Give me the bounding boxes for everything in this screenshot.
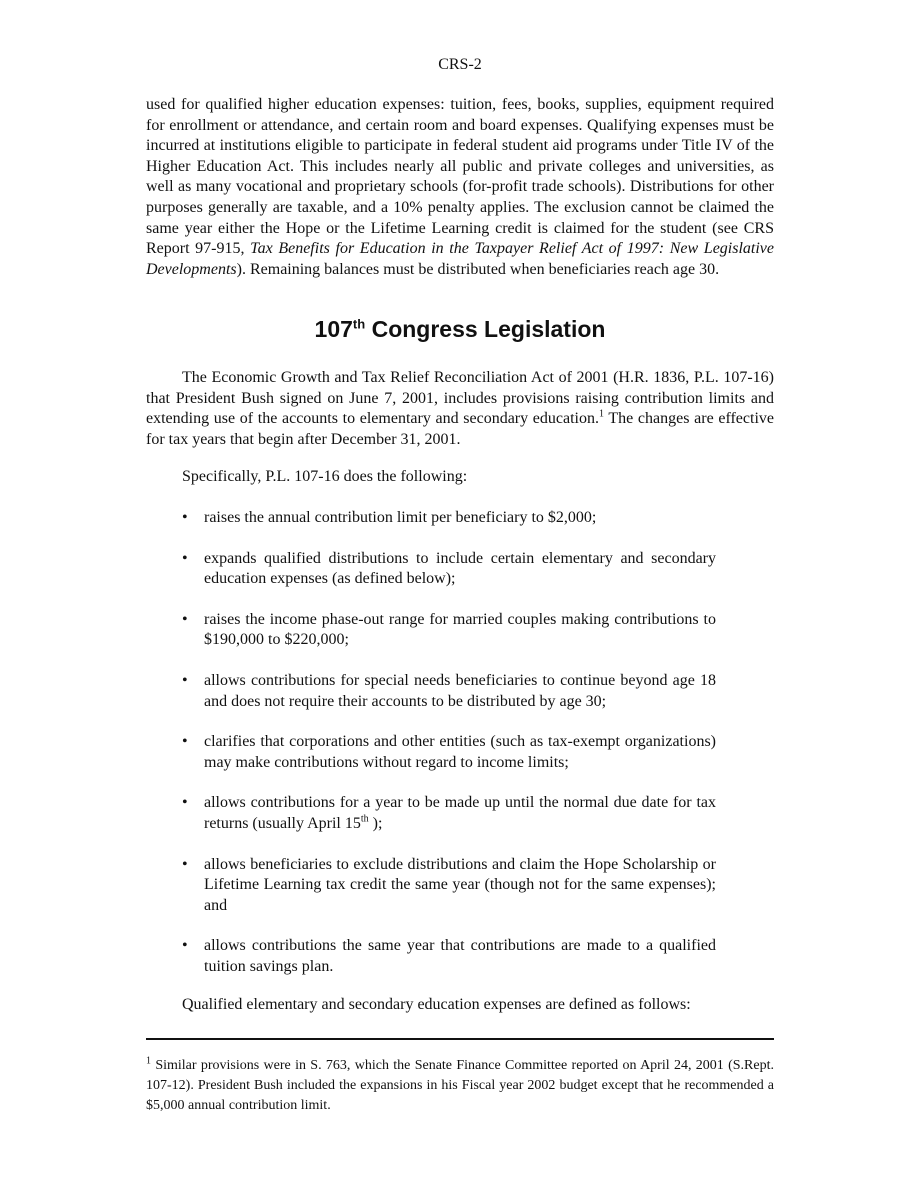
bullet-icon: •	[182, 610, 188, 628]
para2-text-a: The Economic Growth and Tax Relief Reconciliation Act of 2001 (H.R. 1836, P.L. 107-16) that President Bush signed on June 7, 2001, includes provisions raising contribution limits and extending use of the accounts to elementary and secondary education.	[146, 369, 774, 428]
footnote	[146, 1056, 774, 1116]
page-number: CRS-2	[438, 56, 482, 73]
intro-text-b: ). Remaining balances must be distributed when beneficiaries reach age 30.	[236, 260, 720, 278]
list-item-text: allows beneficiaries to exclude distributions and claim the Hope Scholarship or Lifetime Learning tax credit the same year (though not for the same expenses); and	[204, 855, 716, 914]
bullet-icon: •	[182, 733, 188, 751]
list-item	[182, 508, 716, 529]
section-suffix: th	[352, 316, 366, 332]
report-title: Tax Benefits for Education in the Taxpayer Relief Act of 1997: New Legislative Developments	[146, 240, 775, 278]
list-item	[182, 671, 716, 712]
list-item	[182, 732, 716, 773]
bullet-icon: •	[182, 509, 188, 526]
list-item-text: expands qualified distributions to include certain elementary and secondary education expenses (as defined below);	[204, 549, 716, 588]
bullet-icon: •	[182, 937, 188, 955]
section-title: Congress Legislation	[365, 316, 606, 342]
list-item	[182, 936, 716, 977]
bullet-icon: •	[182, 549, 188, 567]
para2-text-b: The changes are effective for tax years that begin after December 31, 2001.	[146, 410, 774, 448]
expenses-paragraph: Qualified elementary and secondary education expenses are defined as follows:	[182, 996, 691, 1013]
list-item-text-a: allows contributions for a year to be made up until the normal due date for tax returns (usually April 15	[204, 794, 716, 832]
footnote-marker: 1	[146, 1055, 151, 1067]
bullet-icon: •	[182, 671, 188, 689]
footnote-reference[interactable]: 1	[599, 408, 604, 420]
list-item-text: raises the annual contribution limit per beneficiary to $2,000;	[204, 509, 597, 526]
list-item	[182, 610, 716, 651]
footnote-text: Similar provisions were in S. 763, which the Senate Finance Committee reported on April 24, 2001 (S.Rept. 107-12). President Bush included the expansions in his Fiscal year 2002 budget except that he recommended a $5,000 annual contribution limit.	[146, 1058, 774, 1113]
list-item-text-b: );	[368, 814, 383, 832]
list-item-text: raises the income phase-out range for married couples making contributions to $190,000 to $220,000;	[204, 610, 716, 649]
provisions-list	[182, 508, 716, 998]
list-item-text: clarifies that corporations and other entities (such as tax-exempt organizations) may make contributions without regard to income limits;	[204, 733, 716, 771]
intro-paragraph	[146, 95, 774, 280]
bullet-icon: •	[182, 794, 188, 812]
specifically-paragraph: Specifically, P.L. 107-16 does the following:	[182, 468, 468, 485]
list-item-text: allows contributions the same year that contributions are made to a qualified tuition savings plan.	[204, 937, 716, 975]
list-item	[182, 549, 716, 590]
intro-text-a: used for qualified higher education expenses: tuition, fees, books, supplies, equipment required for enrollment or attendance, and certain room and board expenses. Qualifying expenses must be incurred at institutions eligible to participate in federal student aid programs under Title IV of the Higher Education Act. This includes nearly all public and private colleges and universities, as well as many vocational and proprietary schools (for-profit trade schools). Distributions for other purposes generally are taxable, and a 10% penalty applies. The exclusion cannot be claimed the same year either the Hope or the Lifetime Learning credit is claimed for the student (see CRS Report 97-915,	[146, 96, 774, 258]
list-item	[182, 855, 716, 917]
list-item-sup: th	[360, 813, 369, 825]
bullet-icon: •	[182, 855, 188, 873]
legislation-paragraph	[146, 368, 774, 450]
footnote-divider	[146, 1038, 774, 1040]
list-item	[182, 793, 716, 834]
list-item-text: allows contributions for special needs beneficiaries to continue beyond age 18 and does not require their accounts to be distributed by age 30;	[204, 671, 716, 710]
section-number: 107	[314, 316, 353, 342]
section-heading	[0, 316, 920, 343]
